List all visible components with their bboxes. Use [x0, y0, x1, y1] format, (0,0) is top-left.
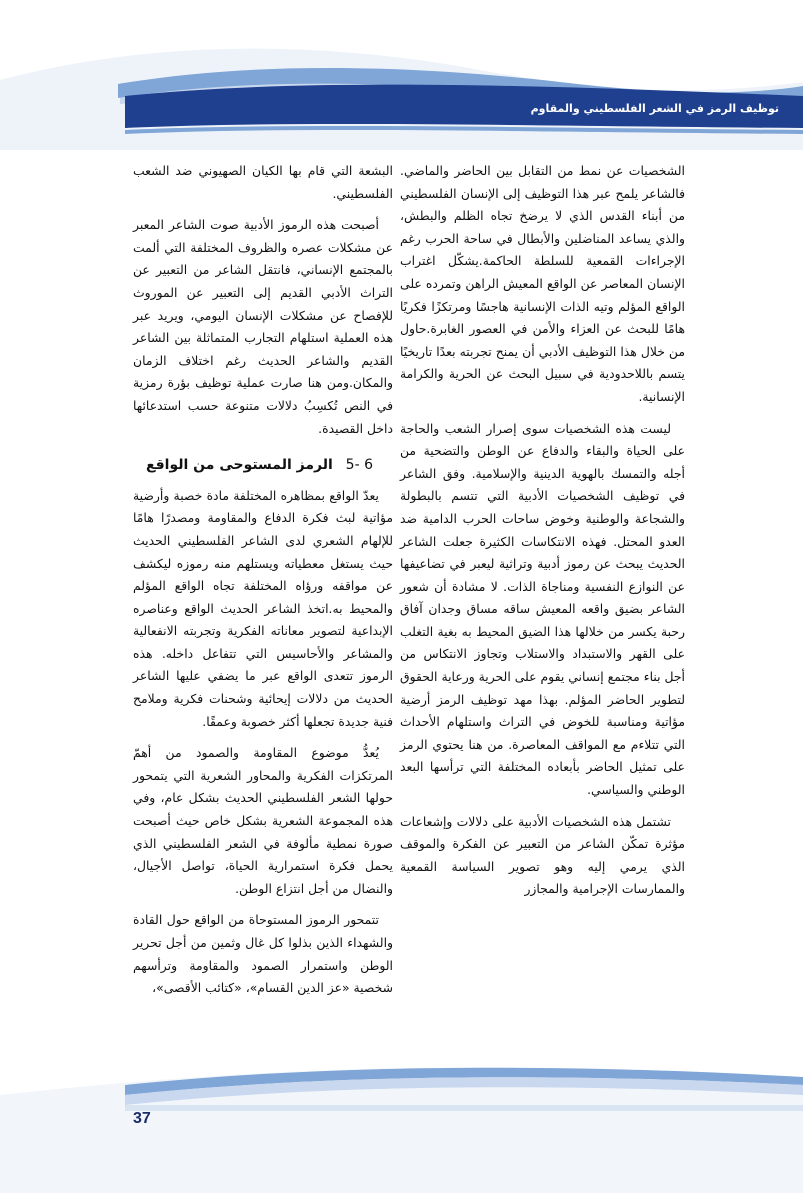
paragraph: يعدّ الواقع بمظاهره المختلفة مادة خصبة وأرضية مؤاتية لبث فكرة الدفاع والمقاومة ومصدرًا هامًا للإلهام الشعري لدى الشاعر الفلسطيني الحديث حيث يستغل معطياته ويستلهم منه رموزه ليكشف عن مواقفه ورؤاه المختلفة تجاه الواقع المؤلم والمحيط به.اتخذ الشاعر الحديث الواقع وعناصره الإبداعية لتصوير معاناته الفكرية وتجربته الانفعالية والمشاعر والأحاسيس التي تتفاعل داخله. هذه الرموز تتعدى الواقع عبر ما يضفي عليها الشاعر الحديث من دلالات إيحائية وشحنات فكرية وملامح فنية جديدة تجعلها أكثر خصوبة وعمقًا. [133, 487, 393, 729]
paragraph: تشتمل هذه الشخصيات الأدبية على دلالات وإشعاعات مؤثرة تمكّن الشاعر من التعبير عن الفكرة والموقف الذي يرمي إليه وهو تصوير السياسة القمعية والممارسات الإجرامية والمجازر [400, 813, 685, 897]
running-title: توظيف الرمز في الشعر الفلسطيني والمقاوم [530, 102, 779, 115]
footer-wave-decoration [0, 1055, 803, 1193]
footer-band [0, 1055, 803, 1193]
left-column [133, 160, 393, 1009]
paragraph: يُعدُّ موضوع المقاومة والصمود من أهمّ المرتكزات الفكرية والمحاور الشعرية التي يتمحور حولها الشعر الفلسطيني الحديث بشكل عام، وفي هذه المجموعة الشعرية بشكل خاص حيث أصبحت صورة نمطية مألوفة في الشعر الفلسطيني الذي يحمل فكرة استمرارية الحياة، تواصل الأجيال، والنضال من أجل انتزاع الوطن. [133, 745, 393, 896]
right-column [400, 160, 685, 910]
section-title: الرمز المستوحى من الواقع [145, 457, 333, 474]
section-number: 6 -5 [345, 457, 373, 474]
paragraph: الشخصيات عن نمط من التقابل بين الحاضر والماضي. فالشاعر يلمح عبر هذا التوظيف إلى الإنسان الفلسطيني من أبناء القدس الذي لا يرضخ تجاه الظلم والبطش، والذي يساعد المناضلين والأبطال في ساحة الحرب رغم الإجراءات القمعية للسلطة الحاكمة.يشكّل اغتراب الإنسان المعاصر عن الواقع المعيش الراهن وتمرده على الواقع المؤلم وتيه الذات الإنسانية هاجسًا ومرتكزًا فكريًا هامًا للبحث عن العزاء والأمن في العصور الغابرة.حاول من خلال هذا التوظيف الأدبي أن يمنح تجربته بعدًا تاريخيًا يتسم باللاحدودية في سبيل البحث عن الحرية والكرامة الإنسانية. [400, 163, 685, 404]
header-band [0, 0, 803, 150]
paragraph: أصبحت هذه الرموز الأدبية صوت الشاعر المعبر عن مشكلات عصره والظروف المختلفة التي ألمت بالمجتمع الإنساني، فانتقل الشاعر من التعبير عن التراث الأدبي القديم إلى التعبير عن الموروث للإفصاح عن مشكلات الإنسان اليومي، ويريد عبر هذه العملية استلهام التجارب المتماثلة بين الشاعر القديم والشاعر الحديث رغم اختلاف الزمان والمكان.ومن هنا صارت عملية توظيف بؤرة رمزية في النص تُكسِبُ دلالات متنوعة حسب استدعائها داخل القصيدة. [133, 217, 393, 436]
section-heading [133, 454, 393, 477]
paragraph: ليست هذه الشخصيات سوى إصرار الشعب والحاجة على الحياة والبقاء والدفاع عن الوطن والتضحية من أجله والتمسك بالهوية الدينية والإسلامية. وفق الشاعر في توظيف الشخصيات الأدبية التي تتسم بالبطولة والشجاعة والوطنية وخوض ساحات الحرب الدامية ضد العدو المحتل. فهذه الانتكاسات الكثيرة جعلت الشاعر الحديث يبحث عن رموز أدبية وتراثية ليعبر في تضاعيفها عن النوازع النفسية ومناجاة الذات. لا مشادة أن شعور الشاعر بضيق واقعه المعيش ساقه مساق وجدان آفاق رحبة يكسر من خلالها هذا الضيق المحيط به بغية التغلب على القهر والاستبداد والاستلاب وتجاوز الانتكاس من أجل بناء مجتمع إنساني يقوم على الحرية ورعاية الحقوق لتطوير الحاضر المؤلم. بهذا مهد توظيف الرمز أرضية مؤاتية ومناسبة للخوض في التراث واستلهام الأحداث التي تتلاءم مع المواقف المعاصرة. من هنا يحتوي الرمز على تمثيل الحاضر بأبعاده المختلفة التي ترأسها البعد الوطني والسياسي. [400, 420, 685, 798]
header-wave-decoration [0, 0, 803, 150]
page-number: 37 [133, 1110, 151, 1127]
paragraph: تتمحور الرموز المستوحاة من الواقع حول القادة والشهداء الذين بذلوا كل غال وثمين من أجل تحرير الوطن واستمرار الصمود والمقاومة وترأسهم شخصية «عز الدين القسام»، «كتائب الأقصى»، [133, 912, 393, 996]
paragraph: البشعة التي قام بها الكيان الصهيوني ضد الشعب الفلسطيني. [133, 163, 393, 201]
